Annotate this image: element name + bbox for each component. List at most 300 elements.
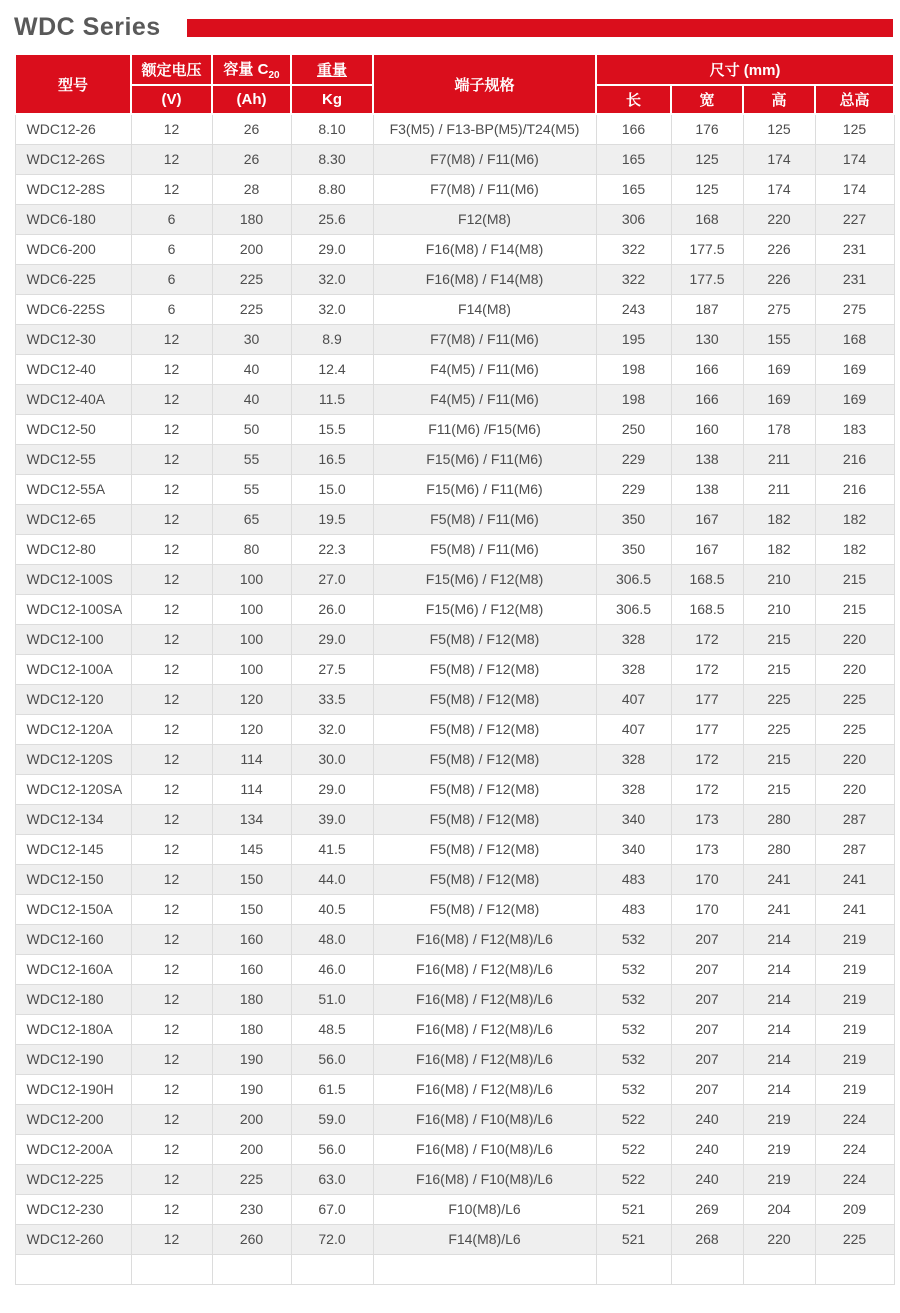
cell-terminal: F16(M8) / F12(M8)/L6: [373, 1014, 596, 1044]
table-row: [15, 384, 894, 414]
cell-terminal: F11(M6) /F15(M6): [373, 414, 596, 444]
table-row: [15, 324, 894, 354]
cell-model: WDC12-65: [15, 504, 131, 534]
cell-width: 168: [671, 204, 743, 234]
cell-weight: 33.5: [291, 684, 373, 714]
table-row: [15, 1224, 894, 1254]
cell-length: 350: [596, 504, 671, 534]
cell-model: WDC6-225: [15, 264, 131, 294]
cell-terminal: F5(M8) / F12(M8): [373, 684, 596, 714]
cell-model: WDC12-230: [15, 1194, 131, 1224]
cell-model: WDC12-55A: [15, 474, 131, 504]
cell-capacity: 200: [212, 1104, 291, 1134]
cell-length: 350: [596, 534, 671, 564]
cell-capacity: 225: [212, 264, 291, 294]
cell-capacity: 225: [212, 1164, 291, 1194]
table-row: [15, 294, 894, 324]
cell-total-height: 168: [815, 324, 894, 354]
cell-length: 521: [596, 1224, 671, 1254]
cell-capacity: 160: [212, 954, 291, 984]
cell-terminal: F14(M8)/L6: [373, 1224, 596, 1254]
cell-terminal: F7(M8) / F11(M6): [373, 324, 596, 354]
cell-height: 210: [743, 594, 815, 624]
cell-voltage: [131, 1254, 212, 1284]
cell-height: 174: [743, 174, 815, 204]
cell-total-height: 220: [815, 744, 894, 774]
header-model: 型号: [15, 54, 131, 114]
cell-weight: 25.6: [291, 204, 373, 234]
table-row: [15, 1074, 894, 1104]
cell-height: 215: [743, 654, 815, 684]
header-capacity: [212, 54, 291, 85]
cell-width: 170: [671, 894, 743, 924]
cell-width: 160: [671, 414, 743, 444]
cell-terminal: F3(M5) / F13-BP(M5)/T24(M5): [373, 114, 596, 144]
cell-total-height: 275: [815, 294, 894, 324]
cell-total-height: 225: [815, 1224, 894, 1254]
cell-width: 173: [671, 804, 743, 834]
cell-voltage: 12: [131, 594, 212, 624]
cell-width: 172: [671, 744, 743, 774]
cell-total-height: 169: [815, 354, 894, 384]
cell-weight: 46.0: [291, 954, 373, 984]
cell-terminal: F5(M8) / F12(M8): [373, 864, 596, 894]
cell-weight: 67.0: [291, 1194, 373, 1224]
cell-voltage: 12: [131, 504, 212, 534]
table-row: [15, 444, 894, 474]
cell-capacity: 100: [212, 624, 291, 654]
cell-terminal: F16(M8) / F12(M8)/L6: [373, 1074, 596, 1104]
cell-width: 166: [671, 354, 743, 384]
cell-total-height: 216: [815, 444, 894, 474]
header-dimensions: 尺寸 (mm): [596, 54, 894, 85]
cell-voltage: 12: [131, 324, 212, 354]
cell-total-height: 287: [815, 834, 894, 864]
cell-voltage: 12: [131, 1224, 212, 1254]
table-row: [15, 1044, 894, 1074]
cell-voltage: 12: [131, 1014, 212, 1044]
cell-height: 241: [743, 864, 815, 894]
cell-length: 483: [596, 864, 671, 894]
cell-model: WDC12-26: [15, 114, 131, 144]
cell-width: 207: [671, 1014, 743, 1044]
table-row: [15, 744, 894, 774]
cell-weight: 72.0: [291, 1224, 373, 1254]
cell-model: WDC12-120: [15, 684, 131, 714]
cell-terminal: F16(M8) / F12(M8)/L6: [373, 954, 596, 984]
table-row: [15, 534, 894, 564]
cell-length: 198: [596, 384, 671, 414]
cell-capacity: 100: [212, 564, 291, 594]
cell-width: 168.5: [671, 594, 743, 624]
cell-width: 168.5: [671, 564, 743, 594]
cell-length: 532: [596, 954, 671, 984]
cell-weight: 29.0: [291, 234, 373, 264]
table-row: [15, 1014, 894, 1044]
table-row: [15, 354, 894, 384]
cell-capacity: 40: [212, 354, 291, 384]
cell-capacity: 120: [212, 714, 291, 744]
cell-width: 130: [671, 324, 743, 354]
cell-terminal: F16(M8) / F14(M8): [373, 264, 596, 294]
table-row: [15, 1164, 894, 1194]
cell-model: WDC12-80: [15, 534, 131, 564]
cell-total-height: 182: [815, 504, 894, 534]
cell-weight: 8.30: [291, 144, 373, 174]
table-row: [15, 624, 894, 654]
cell-model: WDC12-28S: [15, 174, 131, 204]
cell-length: 340: [596, 834, 671, 864]
cell-terminal: F5(M8) / F12(M8): [373, 774, 596, 804]
cell-capacity: 65: [212, 504, 291, 534]
cell-total-height: [815, 1254, 894, 1284]
cell-weight: 56.0: [291, 1044, 373, 1074]
cell-voltage: 12: [131, 1044, 212, 1074]
cell-height: 155: [743, 324, 815, 354]
cell-total-height: 225: [815, 684, 894, 714]
cell-capacity: 190: [212, 1074, 291, 1104]
cell-capacity: 200: [212, 1134, 291, 1164]
header-weight: [291, 54, 373, 85]
cell-height: 204: [743, 1194, 815, 1224]
cell-length: 198: [596, 354, 671, 384]
cell-model: WDC12-180: [15, 984, 131, 1014]
cell-model: WDC12-40: [15, 354, 131, 384]
table-row: [15, 804, 894, 834]
cell-total-height: 224: [815, 1134, 894, 1164]
cell-capacity: 50: [212, 414, 291, 444]
cell-total-height: 225: [815, 714, 894, 744]
cell-capacity: 230: [212, 1194, 291, 1224]
cell-capacity: 150: [212, 864, 291, 894]
cell-voltage: 12: [131, 654, 212, 684]
cell-weight: 11.5: [291, 384, 373, 414]
cell-terminal: F5(M8) / F11(M6): [373, 504, 596, 534]
header-capacity-subscript: 20: [268, 70, 280, 81]
cell-capacity: 26: [212, 114, 291, 144]
cell-total-height: 182: [815, 534, 894, 564]
cell-width: 167: [671, 504, 743, 534]
table-row: [15, 174, 894, 204]
cell-weight: 8.10: [291, 114, 373, 144]
cell-total-height: 219: [815, 924, 894, 954]
cell-total-height: 219: [815, 984, 894, 1014]
cell-width: 207: [671, 1044, 743, 1074]
table-row: [15, 264, 894, 294]
cell-voltage: 12: [131, 414, 212, 444]
page-title: WDC Series: [14, 13, 161, 41]
cell-weight: 8.9: [291, 324, 373, 354]
cell-width: 269: [671, 1194, 743, 1224]
cell-voltage: 12: [131, 1104, 212, 1134]
cell-weight: 39.0: [291, 804, 373, 834]
table-row: [15, 1194, 894, 1224]
series-title-row: [14, 10, 893, 45]
cell-terminal: F5(M8) / F12(M8): [373, 894, 596, 924]
table-row: [15, 504, 894, 534]
cell-model: WDC12-50: [15, 414, 131, 444]
cell-weight: 19.5: [291, 504, 373, 534]
cell-voltage: 12: [131, 1194, 212, 1224]
cell-total-height: 220: [815, 654, 894, 684]
cell-weight: 63.0: [291, 1164, 373, 1194]
header-dim-length: 长: [596, 85, 671, 114]
cell-terminal: F16(M8) / F10(M8)/L6: [373, 1164, 596, 1194]
cell-height: 275: [743, 294, 815, 324]
cell-length: 532: [596, 984, 671, 1014]
cell-height: 125: [743, 114, 815, 144]
table-row: [15, 1104, 894, 1134]
cell-total-height: 169: [815, 384, 894, 414]
cell-capacity: 55: [212, 474, 291, 504]
cell-total-height: 174: [815, 174, 894, 204]
cell-model: WDC12-120S: [15, 744, 131, 774]
cell-model: WDC12-160A: [15, 954, 131, 984]
table-body: [15, 114, 894, 1284]
cell-length: 322: [596, 264, 671, 294]
table-row: [15, 654, 894, 684]
cell-weight: 41.5: [291, 834, 373, 864]
cell-height: 241: [743, 894, 815, 924]
cell-height: 226: [743, 234, 815, 264]
cell-capacity: 100: [212, 594, 291, 624]
cell-height: 280: [743, 804, 815, 834]
cell-length: 322: [596, 234, 671, 264]
cell-total-height: 219: [815, 1074, 894, 1104]
cell-total-height: 125: [815, 114, 894, 144]
cell-voltage: 12: [131, 804, 212, 834]
cell-width: 125: [671, 144, 743, 174]
cell-weight: 29.0: [291, 624, 373, 654]
cell-voltage: 12: [131, 174, 212, 204]
cell-width: 177.5: [671, 234, 743, 264]
cell-terminal: F14(M8): [373, 294, 596, 324]
cell-total-height: 220: [815, 774, 894, 804]
cell-total-height: 241: [815, 864, 894, 894]
cell-terminal: F7(M8) / F11(M6): [373, 144, 596, 174]
table-row: [15, 114, 894, 144]
cell-length: 532: [596, 924, 671, 954]
cell-terminal: F16(M8) / F14(M8): [373, 234, 596, 264]
cell-capacity: 114: [212, 774, 291, 804]
cell-capacity: 260: [212, 1224, 291, 1254]
cell-height: 214: [743, 924, 815, 954]
cell-model: WDC12-260: [15, 1224, 131, 1254]
cell-model: WDC12-55: [15, 444, 131, 474]
table-row: [15, 774, 894, 804]
cell-height: 219: [743, 1134, 815, 1164]
cell-weight: 16.5: [291, 444, 373, 474]
cell-capacity: 180: [212, 984, 291, 1014]
table-row: [15, 954, 894, 984]
cell-capacity: 134: [212, 804, 291, 834]
cell-voltage: 12: [131, 1164, 212, 1194]
cell-model: WDC12-120SA: [15, 774, 131, 804]
cell-width: 172: [671, 774, 743, 804]
cell-voltage: 12: [131, 984, 212, 1014]
cell-weight: 30.0: [291, 744, 373, 774]
cell-width: 176: [671, 114, 743, 144]
cell-capacity: 26: [212, 144, 291, 174]
table-row: [15, 474, 894, 504]
cell-length: [596, 1254, 671, 1284]
cell-weight: 22.3: [291, 534, 373, 564]
cell-model: WDC12-120A: [15, 714, 131, 744]
battery-spec-table: [14, 53, 895, 1285]
cell-capacity: 180: [212, 1014, 291, 1044]
cell-voltage: 12: [131, 834, 212, 864]
cell-length: 229: [596, 444, 671, 474]
cell-weight: 32.0: [291, 714, 373, 744]
cell-weight: 27.0: [291, 564, 373, 594]
table-row: [15, 204, 894, 234]
cell-length: 306.5: [596, 594, 671, 624]
cell-capacity: 55: [212, 444, 291, 474]
cell-model: WDC6-180: [15, 204, 131, 234]
cell-height: 226: [743, 264, 815, 294]
table-row: [15, 564, 894, 594]
cell-terminal: F16(M8) / F10(M8)/L6: [373, 1134, 596, 1164]
cell-height: 214: [743, 1014, 815, 1044]
cell-model: WDC6-200: [15, 234, 131, 264]
table-row: [15, 984, 894, 1014]
cell-height: 169: [743, 354, 815, 384]
cell-length: 521: [596, 1194, 671, 1224]
cell-capacity: 40: [212, 384, 291, 414]
cell-width: 207: [671, 984, 743, 1014]
cell-voltage: 12: [131, 1134, 212, 1164]
cell-weight: 59.0: [291, 1104, 373, 1134]
cell-total-height: 231: [815, 264, 894, 294]
table-row: [15, 684, 894, 714]
cell-length: 407: [596, 684, 671, 714]
header-capacity-unit: (Ah): [212, 85, 291, 114]
cell-voltage: 12: [131, 354, 212, 384]
cell-height: [743, 1254, 815, 1284]
cell-model: WDC12-100S: [15, 564, 131, 594]
cell-width: 172: [671, 624, 743, 654]
header-terminal: 端子规格: [373, 54, 596, 114]
cell-voltage: 6: [131, 234, 212, 264]
cell-total-height: 216: [815, 474, 894, 504]
cell-length: 532: [596, 1044, 671, 1074]
cell-terminal: F15(M6) / F11(M6): [373, 444, 596, 474]
cell-voltage: 12: [131, 954, 212, 984]
cell-terminal: F16(M8) / F10(M8)/L6: [373, 1104, 596, 1134]
cell-total-height: 209: [815, 1194, 894, 1224]
cell-terminal: F5(M8) / F12(M8): [373, 654, 596, 684]
cell-length: 306.5: [596, 564, 671, 594]
cell-model: WDC12-150A: [15, 894, 131, 924]
cell-terminal: F5(M8) / F11(M6): [373, 534, 596, 564]
cell-terminal: F15(M6) / F11(M6): [373, 474, 596, 504]
cell-capacity: 114: [212, 744, 291, 774]
cell-total-height: 174: [815, 144, 894, 174]
cell-weight: 32.0: [291, 294, 373, 324]
cell-height: 280: [743, 834, 815, 864]
cell-height: 211: [743, 474, 815, 504]
cell-capacity: 100: [212, 654, 291, 684]
cell-height: 215: [743, 624, 815, 654]
cell-total-height: 220: [815, 624, 894, 654]
cell-height: 182: [743, 504, 815, 534]
cell-voltage: 12: [131, 564, 212, 594]
table-row: [15, 834, 894, 864]
cell-length: 522: [596, 1164, 671, 1194]
cell-weight: 44.0: [291, 864, 373, 894]
cell-width: 240: [671, 1164, 743, 1194]
cell-height: 219: [743, 1164, 815, 1194]
cell-terminal: F15(M6) / F12(M8): [373, 564, 596, 594]
cell-weight: 61.5: [291, 1074, 373, 1104]
cell-height: 215: [743, 774, 815, 804]
cell-total-height: 224: [815, 1164, 894, 1194]
cell-model: WDC12-180A: [15, 1014, 131, 1044]
cell-total-height: 231: [815, 234, 894, 264]
header-capacity-text: 容量 C: [223, 61, 269, 78]
cell-total-height: 224: [815, 1104, 894, 1134]
cell-width: 207: [671, 954, 743, 984]
cell-length: 532: [596, 1014, 671, 1044]
cell-voltage: 12: [131, 1074, 212, 1104]
cell-width: 170: [671, 864, 743, 894]
table-row: [15, 894, 894, 924]
cell-terminal: F5(M8) / F12(M8): [373, 804, 596, 834]
header-dim-width: 宽: [671, 85, 743, 114]
cell-voltage: 12: [131, 744, 212, 774]
cell-height: 220: [743, 204, 815, 234]
cell-weight: 15.5: [291, 414, 373, 444]
cell-model: WDC12-190: [15, 1044, 131, 1074]
cell-height: 219: [743, 1104, 815, 1134]
cell-model: WDC12-134: [15, 804, 131, 834]
cell-terminal: F16(M8) / F12(M8)/L6: [373, 1044, 596, 1074]
table-row: [15, 924, 894, 954]
cell-weight: 8.80: [291, 174, 373, 204]
cell-capacity: 225: [212, 294, 291, 324]
cell-length: 166: [596, 114, 671, 144]
cell-model: [15, 1254, 131, 1284]
cell-weight: 32.0: [291, 264, 373, 294]
cell-width: 240: [671, 1134, 743, 1164]
cell-weight: 51.0: [291, 984, 373, 1014]
cell-voltage: 12: [131, 714, 212, 744]
cell-capacity: 160: [212, 924, 291, 954]
table-row: [15, 864, 894, 894]
cell-weight: 29.0: [291, 774, 373, 804]
header-weight-text: 重量: [316, 62, 347, 79]
cell-length: 243: [596, 294, 671, 324]
cell-model: WDC12-200A: [15, 1134, 131, 1164]
cell-voltage: 12: [131, 534, 212, 564]
cell-voltage: 12: [131, 474, 212, 504]
cell-total-height: 287: [815, 804, 894, 834]
cell-capacity: 120: [212, 684, 291, 714]
cell-length: 328: [596, 744, 671, 774]
cell-width: 240: [671, 1104, 743, 1134]
cell-weight: 40.5: [291, 894, 373, 924]
cell-model: WDC12-200: [15, 1104, 131, 1134]
cell-voltage: 12: [131, 624, 212, 654]
cell-model: WDC12-40A: [15, 384, 131, 414]
header-weight-unit: Kg: [291, 85, 373, 114]
cell-length: 165: [596, 174, 671, 204]
cell-model: WDC12-100: [15, 624, 131, 654]
cell-length: 328: [596, 654, 671, 684]
cell-model: WDC12-225: [15, 1164, 131, 1194]
cell-voltage: 12: [131, 444, 212, 474]
cell-width: 177.5: [671, 264, 743, 294]
